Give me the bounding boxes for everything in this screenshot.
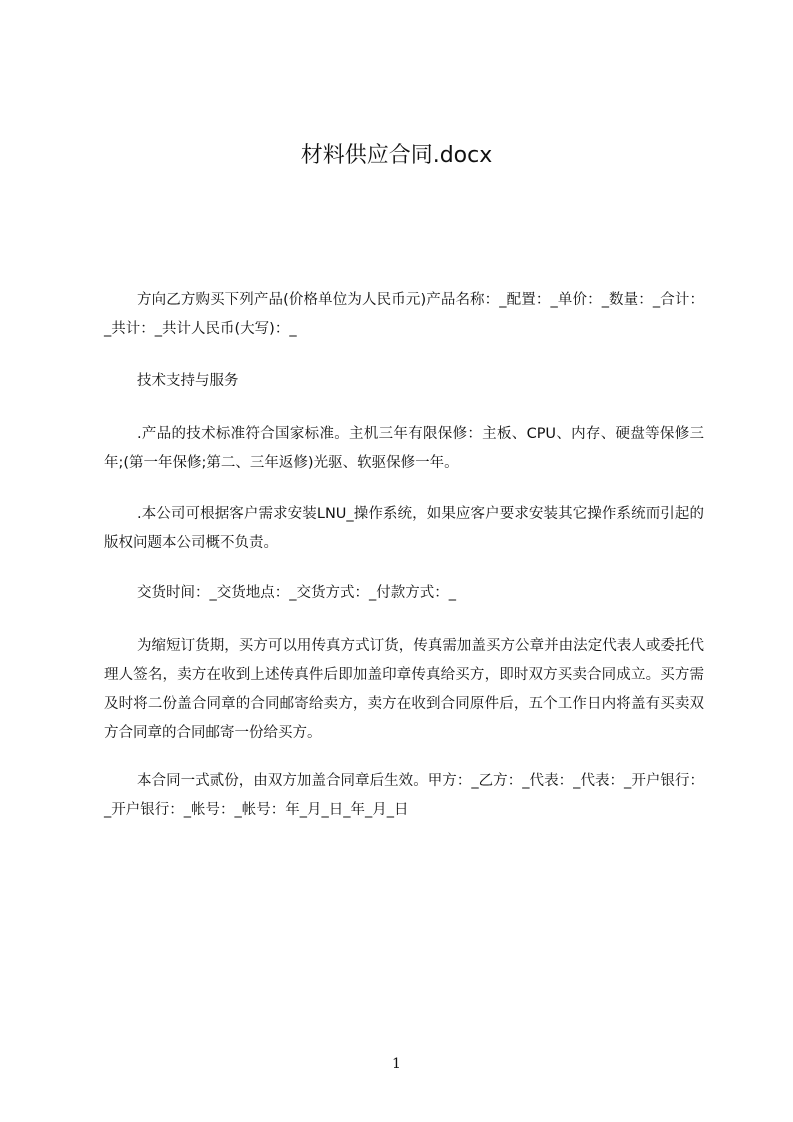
paragraph-tech-support-heading: 技术支持与服务 [137, 373, 239, 389]
paragraph-signatures: 本合同一式贰份，由双方加盖合同章后生效。甲方：_乙方：_代表：_代表：_开户银行：_开户银行：_帐号：_帐号：年_月_日_年_月_日 [104, 773, 704, 818]
paragraph-fax-ordering: 为缩短订货期，买方可以用传真方式订货，传真需加盖买方公章并由法定代表人或委托代理人签名，卖方在收到上述传真件后即加盖印章传真给买方，即时双方买卖合同成立。买方需及时将二份盖合同章的合同邮寄给卖方，卖方在收到合同原件后，五个工作日内将盖有买卖双方合同章的合同邮寄一份给买方。 [104, 638, 704, 741]
document-title: 材料供应合同.docx [300, 143, 493, 168]
paragraph-product-list: 方向乙方购买下列产品(价格单位为人民币元)产品名称：_配置：_单价：_数量：_合计：_共计：_共计人民币(大写)：_ [104, 292, 704, 337]
paragraph-warranty: .产品的技术标准符合国家标准。主机三年有限保修：主板、CPU、内存、硬盘等保修三年;(第一年保修;第二、三年返修)光驱、软驱保修一年。 [104, 426, 704, 471]
paragraph-os-install: .本公司可根据客户需求安装LNU_操作系统，如果应客户要求安装其它操作系统而引起的版权问题本公司概不负责。 [104, 506, 704, 551]
paragraph-delivery: 交货时间：_交货地点：_交货方式：_付款方式：_ [137, 585, 456, 601]
page-number: 1 [392, 1056, 401, 1072]
